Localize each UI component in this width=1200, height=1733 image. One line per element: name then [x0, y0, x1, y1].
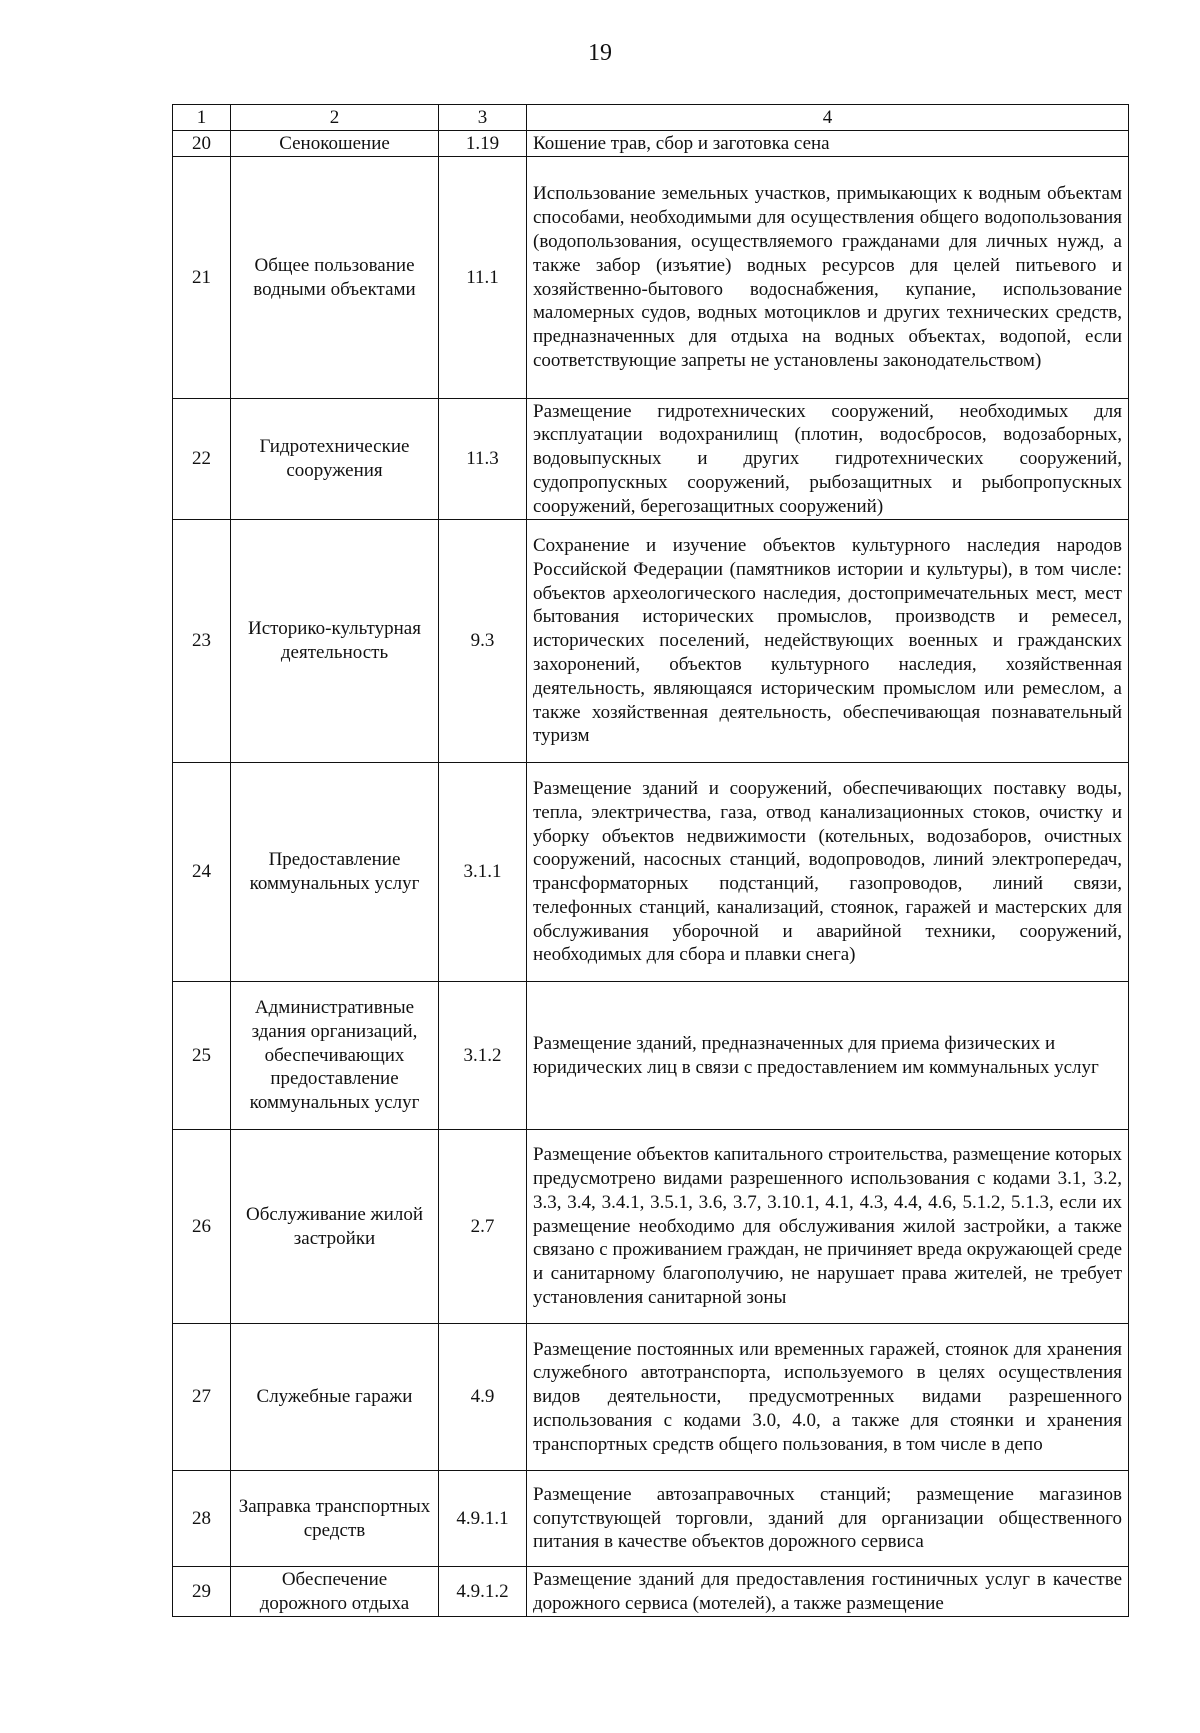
- table-row: [173, 130, 1129, 156]
- usage-description: Сохранение и изучение объектов культурного наследия народов Российской Федерации (памятников истории и культуры), в том числе: объектов археологического наследия, достопримечательных мест, мест бытования исторических промыслов, производств и ремесел, исторических поселений, недействующих военных и гражданских захоронений, объектов культурного наследия, хозяйственная деятельность, являющаяся историческим промыслом или ремеслом, а также хозяйственная деятельность, обеспечивающая познавательный туризм: [527, 519, 1129, 762]
- usage-code: 3.1.1: [439, 762, 527, 981]
- page-number: 19: [588, 40, 612, 66]
- usage-description: Размещение гидротехнических сооружений, необходимых для эксплуатации водохранилищ (плотин, водосбросов, водозаборных, водовыпускных и других гидротехнических сооружений, судопропускных сооружений, рыбозащитных и рыбопропускных сооружений, берегозащитных сооружений): [527, 398, 1129, 519]
- usage-name: Общее пользование водными объектами: [231, 156, 439, 398]
- row-number: 26: [173, 1129, 231, 1323]
- header-cell-1: 1: [173, 105, 231, 131]
- usage-name: Сенокошение: [231, 130, 439, 156]
- row-number: 21: [173, 156, 231, 398]
- usage-description: Размещение автозаправочных станций; размещение магазинов сопутствующей торговли, зданий для организации общественного питания в качестве объектов дорожного сервиса: [527, 1470, 1129, 1566]
- usage-name: Служебные гаражи: [231, 1323, 439, 1470]
- row-number: 22: [173, 398, 231, 519]
- table-row: [173, 1566, 1129, 1616]
- row-number: 28: [173, 1470, 231, 1566]
- usage-code: 4.9.1.2: [439, 1566, 527, 1616]
- row-number: 20: [173, 130, 231, 156]
- usage-code: 1.19: [439, 130, 527, 156]
- usage-name: Административные здания организаций, обеспечивающих предоставление коммунальных услуг: [231, 981, 439, 1129]
- table-row: [173, 1129, 1129, 1323]
- usage-description: Размещение зданий для предоставления гостиничных услуг в качестве дорожного сервиса (мотелей), а также размещение: [527, 1566, 1129, 1616]
- table-row: [173, 398, 1129, 519]
- row-number: 24: [173, 762, 231, 981]
- row-number: 29: [173, 1566, 231, 1616]
- usage-description: Размещение зданий, предназначенных для приема физических и юридических лиц в связи с предоставлением им коммунальных услуг: [527, 981, 1129, 1129]
- usage-code: 11.3: [439, 398, 527, 519]
- usage-name: Историко-культурная деятельность: [231, 519, 439, 762]
- usage-name: Гидротехнические сооружения: [231, 398, 439, 519]
- table-row: [173, 1323, 1129, 1470]
- header-cell-2: 2: [231, 105, 439, 131]
- usage-name: Заправка транспортных средств: [231, 1470, 439, 1566]
- usage-description: Размещение объектов капитального строительства, размещение которых предусмотрено видами разрешенного использования с кодами 3.1, 3.2, 3.3, 3.4, 3.4.1, 3.5.1, 3.6, 3.7, 3.10.1, 4.1, 4.3, 4.4, 4.6, 5.1.2, 5.1.3, если их размещение необходимо для обслуживания жилой застройки, а также связано с проживанием граждан, не причиняет вреда окружающей среде и санитарному благополучию, не нарушает права жителей, не требует установления санитарной зоны: [527, 1129, 1129, 1323]
- usage-code: 2.7: [439, 1129, 527, 1323]
- row-number: 23: [173, 519, 231, 762]
- table-row: [173, 981, 1129, 1129]
- usage-code: 11.1: [439, 156, 527, 398]
- header-cell-3: 3: [439, 105, 527, 131]
- usage-name: Обеспечение дорожного отдыха: [231, 1566, 439, 1616]
- usage-name: Обслуживание жилой застройки: [231, 1129, 439, 1323]
- table-row: [173, 156, 1129, 398]
- usage-name: Предоставление коммунальных услуг: [231, 762, 439, 981]
- usage-description: Использование земельных участков, примыкающих к водным объектам способами, необходимыми для осуществления общего водопользования (водопользования, осуществляемого гражданами для личных нужд, а также забор (изъятие) водных ресурсов для целей питьевого и хозяйственно-бытового водоснабжения, купание, использование маломерных судов, водных мотоциклов и других технических средств, предназначенных для отдыха на водных объектах, водопой, если соответствующие запреты не установлены законодательством): [527, 156, 1129, 398]
- land-use-table: [172, 104, 1129, 1617]
- table-row: [173, 1470, 1129, 1566]
- row-number: 27: [173, 1323, 231, 1470]
- usage-code: 4.9.1.1: [439, 1470, 527, 1566]
- usage-description: Размещение зданий и сооружений, обеспечивающих поставку воды, тепла, электричества, газа, отвод канализационных стоков, очистку и уборку объектов недвижимости (котельных, водозаборов, очистных сооружений, насосных станций, водопроводов, линий электропередач, трансформаторных подстанций, газопроводов, линий связи, телефонных станций, канализаций, стоянок, гаражей и мастерских для обслуживания уборочной и аварийной техники, сооружений, необходимых для сбора и плавки снега): [527, 762, 1129, 981]
- table-header-row: [173, 105, 1129, 131]
- table-row: [173, 519, 1129, 762]
- usage-code: 9.3: [439, 519, 527, 762]
- usage-code: 4.9: [439, 1323, 527, 1470]
- usage-description: Кошение трав, сбор и заготовка сена: [527, 130, 1129, 156]
- row-number: 25: [173, 981, 231, 1129]
- usage-code: 3.1.2: [439, 981, 527, 1129]
- usage-description: Размещение постоянных или временных гаражей, стоянок для хранения служебного автотранспорта, используемого в целях осуществления видов деятельности, предусмотренных видами разрешенного использования с кодами 3.0, 4.0, а также для стоянки и хранения транспортных средств общего пользования, в том числе в депо: [527, 1323, 1129, 1470]
- header-cell-4: 4: [527, 105, 1129, 131]
- table-row: [173, 762, 1129, 981]
